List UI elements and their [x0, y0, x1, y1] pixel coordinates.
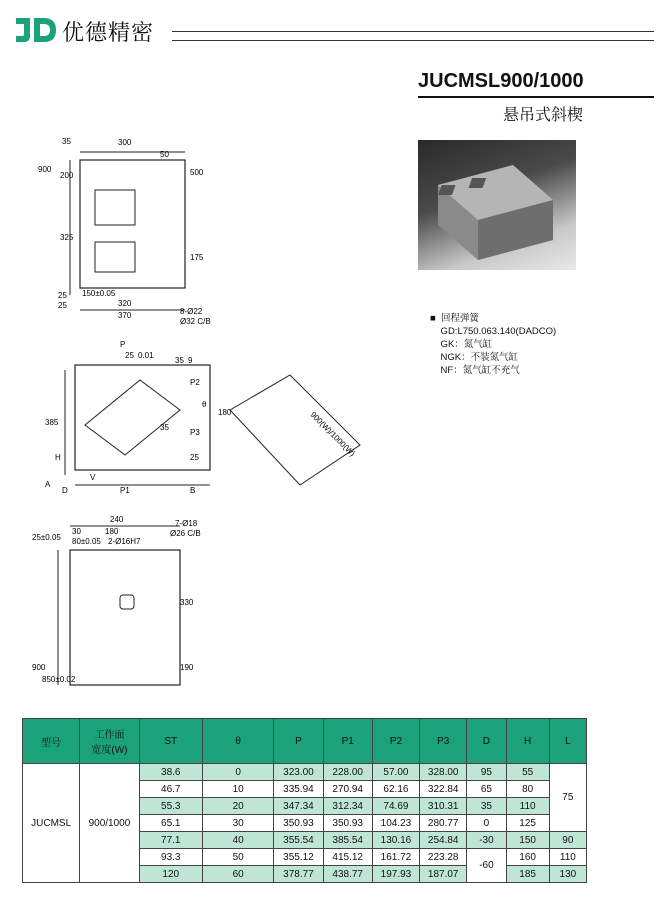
table-cell: 120	[139, 866, 202, 883]
table-cell: 95	[467, 764, 506, 781]
table-cell: 55	[506, 764, 549, 781]
table-cell: 20	[202, 798, 273, 815]
table-cell: 10	[202, 781, 273, 798]
table-cell: 347.34	[274, 798, 323, 815]
table-cell: 65	[467, 781, 506, 798]
dim-label: 330	[180, 598, 194, 607]
jd-logo	[14, 14, 58, 44]
dim-label: 80±0.05	[72, 537, 101, 546]
dim-label: 325	[60, 233, 74, 242]
dim-label: 190	[180, 663, 194, 672]
dim-label: A	[45, 480, 51, 489]
table-cell: 270.94	[323, 781, 372, 798]
dim-label: 35	[160, 423, 169, 432]
table-cell: 254.84	[420, 832, 467, 849]
table-cell: 160	[506, 849, 549, 866]
model-title: JUCMSL900/1000	[418, 70, 584, 92]
dim-label: 7-Ø18	[175, 519, 198, 528]
col-header: H	[506, 719, 549, 764]
table-cell: 0	[467, 815, 506, 832]
table-cell: 90	[549, 832, 586, 849]
dim-label: 300	[118, 138, 132, 147]
dim-label: 0.01	[138, 351, 154, 360]
table-cell: 328.00	[420, 764, 467, 781]
dim-label: 180	[218, 408, 232, 417]
table-cell: 355.54	[274, 832, 323, 849]
top-view-drawing	[30, 130, 230, 330]
table-cell: 350.93	[323, 815, 372, 832]
col-header: P2	[372, 719, 419, 764]
table-cell: 350.93	[274, 815, 323, 832]
dim-label: 900	[32, 663, 46, 672]
table-cell: 355.12	[274, 849, 323, 866]
dim-label: V	[90, 473, 96, 482]
table-cell: 385.54	[323, 832, 372, 849]
dim-label: P	[120, 340, 126, 349]
table-cell: 104.23	[372, 815, 419, 832]
table-cell: 130	[549, 866, 586, 883]
table-cell: 197.93	[372, 866, 419, 883]
dim-label: θ	[202, 400, 207, 409]
note-line: GD:L750.063.140(DADCO)	[430, 326, 557, 337]
dim-label: Ø32 C/B	[180, 317, 211, 326]
note-line: NF：氮气缸不充气	[430, 365, 520, 376]
col-header: P1	[323, 719, 372, 764]
table-cell: 185	[506, 866, 549, 883]
table-cell: 74.69	[372, 798, 419, 815]
bottom-view-drawing	[30, 510, 230, 690]
table-cell: 93.3	[139, 849, 202, 866]
table-cell: 223.28	[420, 849, 467, 866]
table-cell: 55.3	[139, 798, 202, 815]
dim-label: 25±0.05	[32, 533, 61, 542]
dim-label: 35	[62, 137, 71, 146]
l-cell: 75	[549, 764, 586, 832]
dim-label: 500	[190, 168, 204, 177]
dim-label: 320	[118, 299, 132, 308]
table-cell: 65.1	[139, 815, 202, 832]
col-header: L	[549, 719, 586, 764]
dim-label: 30	[72, 527, 81, 536]
table-cell: 187.07	[420, 866, 467, 883]
dim-label: 35	[175, 356, 184, 365]
table-cell: 378.77	[274, 866, 323, 883]
table-cell: 110	[506, 798, 549, 815]
table-cell: 46.7	[139, 781, 202, 798]
table-cell: -30	[467, 832, 506, 849]
title-rule	[418, 96, 654, 98]
table-cell: 80	[506, 781, 549, 798]
table-cell: 310.31	[420, 798, 467, 815]
dim-label: Ø26 C/B	[170, 529, 201, 538]
table-cell: 38.6	[139, 764, 202, 781]
table-row	[23, 764, 587, 781]
dim-label: 8-Ø22	[180, 307, 203, 316]
col-header: ST	[139, 719, 202, 764]
table-cell: 312.34	[323, 798, 372, 815]
spec-table	[22, 718, 587, 883]
col-header: 型号	[23, 719, 80, 764]
note-line: ■ 回程弹簧	[430, 313, 480, 324]
dim-label: 385	[45, 418, 59, 427]
table-cell: 60	[202, 866, 273, 883]
table-cell: 62.16	[372, 781, 419, 798]
dim-label: 240	[110, 515, 124, 524]
table-cell: 35	[467, 798, 506, 815]
col-header: θ	[202, 719, 273, 764]
table-cell: 228.00	[323, 764, 372, 781]
table-cell: 110	[549, 849, 586, 866]
table-cell: 161.72	[372, 849, 419, 866]
table-header-row	[23, 719, 587, 764]
dim-label: 2-Ø16H7	[108, 537, 141, 546]
table-cell: 280.77	[420, 815, 467, 832]
table-cell: 30	[202, 815, 273, 832]
dim-label: 50	[160, 150, 169, 159]
table-cell: 77.1	[139, 832, 202, 849]
product-subtitle: 悬吊式斜楔	[503, 105, 584, 124]
dim-label: B	[190, 486, 196, 495]
table-cell: 57.00	[372, 764, 419, 781]
table-cell: 335.94	[274, 781, 323, 798]
dim-label: P2	[190, 378, 200, 387]
dim-label: 175	[190, 253, 204, 262]
width-cell: 900/1000	[80, 764, 139, 883]
col-header: P	[274, 719, 323, 764]
col-header: 工作面 宽度(W)	[80, 719, 139, 764]
dim-label: 900(W)/1000(W)	[308, 410, 357, 459]
d-merged-cell: -60	[467, 849, 506, 883]
brand-name: 优德精密	[62, 21, 155, 46]
dim-label: 25	[125, 351, 134, 360]
dim-label: 200	[60, 171, 74, 180]
table-cell: 150	[506, 832, 549, 849]
dim-label: 900	[38, 165, 52, 174]
dim-label: 370	[118, 311, 132, 320]
dim-label: 25	[58, 301, 67, 310]
col-header: P3	[420, 719, 467, 764]
table-cell: 415.12	[323, 849, 372, 866]
dim-label: 850±0.02	[42, 675, 76, 684]
side-view-drawing	[40, 335, 380, 505]
note-line: NGK：不装氮气缸	[430, 352, 519, 363]
table-cell: 130.16	[372, 832, 419, 849]
dim-label: 9	[188, 356, 193, 365]
dim-label: 25	[58, 291, 67, 300]
dim-label: 180	[105, 527, 119, 536]
dim-label: D	[62, 486, 68, 495]
note-line: GK：氮气缸	[430, 339, 493, 350]
dim-label: 150±0.05	[82, 289, 116, 298]
header-rule	[172, 31, 654, 41]
table-cell: 40	[202, 832, 273, 849]
model-cell: JUCMSL	[23, 764, 80, 883]
table-cell: 323.00	[274, 764, 323, 781]
product-photo	[418, 140, 576, 270]
dim-label: P3	[190, 428, 200, 437]
table-cell: 125	[506, 815, 549, 832]
dim-label: P1	[120, 486, 130, 495]
notes-block	[430, 312, 556, 377]
table-cell: 322.84	[420, 781, 467, 798]
table-cell: 438.77	[323, 866, 372, 883]
table-cell: 0	[202, 764, 273, 781]
table-cell: 50	[202, 849, 273, 866]
dim-label: 25	[190, 453, 199, 462]
dim-label: H	[55, 453, 61, 462]
col-header: D	[467, 719, 506, 764]
